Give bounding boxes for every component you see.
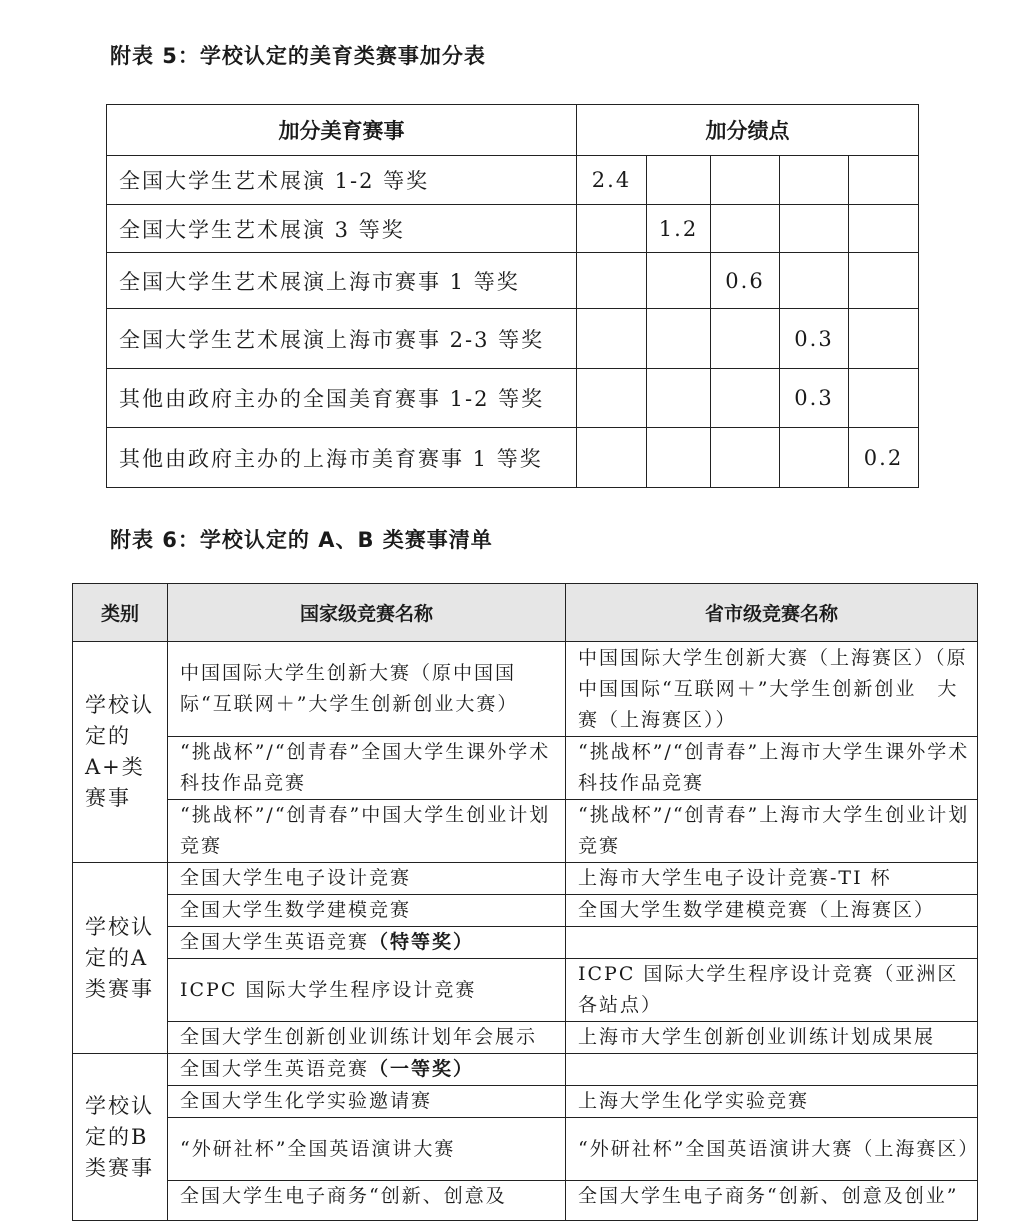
national-competition bbox=[168, 927, 566, 959]
event-name: 其他由政府主办的全国美育赛事 1-2 等奖 bbox=[107, 369, 577, 428]
category-cell: 学校认定的A+类赛事 bbox=[73, 642, 168, 863]
provincial-competition: “外研社杯”全国英语演讲大赛（上海赛区） bbox=[566, 1118, 978, 1181]
table-row bbox=[73, 800, 978, 863]
point-cell bbox=[577, 205, 647, 253]
event-name: 全国大学生艺术展演 1-2 等奖 bbox=[107, 156, 577, 205]
table-row bbox=[73, 1118, 978, 1181]
point-cell bbox=[849, 156, 919, 205]
table-row bbox=[107, 428, 919, 488]
table-row bbox=[107, 369, 919, 428]
point-cell bbox=[577, 428, 647, 488]
point-cell bbox=[780, 253, 849, 309]
national-competition: “挑战杯”/“创青春”中国大学生创业计划竞赛 bbox=[168, 800, 566, 863]
provincial-competition bbox=[566, 927, 978, 959]
point-cell bbox=[711, 369, 780, 428]
provincial-competition: “挑战杯”/“创青春”上海市大学生课外学术科技作品竞赛 bbox=[566, 737, 978, 800]
header-event: 加分美育赛事 bbox=[107, 105, 577, 156]
table5-title: 附表 5：学校认定的美育类赛事加分表 bbox=[110, 44, 486, 68]
award-level: （特等奖） bbox=[369, 931, 475, 953]
national-competition: 全国大学生电子设计竞赛 bbox=[168, 863, 566, 895]
event-name: 全国大学生艺术展演 3 等奖 bbox=[107, 205, 577, 253]
point-cell bbox=[711, 156, 780, 205]
provincial-competition: “挑战杯”/“创青春”上海市大学生创业计划竞赛 bbox=[566, 800, 978, 863]
point-cell bbox=[780, 156, 849, 205]
event-name: 全国大学生艺术展演上海市赛事 1 等奖 bbox=[107, 253, 577, 309]
table-row bbox=[73, 1181, 978, 1221]
event-name: 其他由政府主办的上海市美育赛事 1 等奖 bbox=[107, 428, 577, 488]
award-level: （一等奖） bbox=[369, 1058, 475, 1080]
provincial-competition: 上海市大学生电子设计竞赛-TI 杯 bbox=[566, 863, 978, 895]
header-provincial: 省市级竞赛名称 bbox=[566, 584, 978, 642]
header-points: 加分绩点 bbox=[577, 105, 919, 156]
point-cell bbox=[647, 253, 711, 309]
table-row bbox=[73, 1086, 978, 1118]
provincial-competition: ICPC 国际大学生程序设计竞赛（亚洲区各站点） bbox=[566, 959, 978, 1022]
national-competition: 全国大学生电子商务“创新、创意及 bbox=[168, 1181, 566, 1221]
provincial-competition bbox=[566, 1054, 978, 1086]
competition-list-table bbox=[72, 583, 978, 1221]
point-cell bbox=[711, 309, 780, 369]
point-cell bbox=[780, 205, 849, 253]
point-cell: 0.3 bbox=[780, 309, 849, 369]
table-row bbox=[107, 253, 919, 309]
competition-name: 全国大学生英语竞赛 bbox=[180, 1058, 370, 1080]
point-cell: 0.3 bbox=[780, 369, 849, 428]
point-cell bbox=[647, 156, 711, 205]
category-cell: 学校认定的A类赛事 bbox=[73, 863, 168, 1054]
point-cell: 2.4 bbox=[577, 156, 647, 205]
provincial-competition: 全国大学生电子商务“创新、创意及创业” bbox=[566, 1181, 978, 1221]
point-cell bbox=[780, 428, 849, 488]
point-cell bbox=[647, 309, 711, 369]
point-cell bbox=[849, 369, 919, 428]
table-row bbox=[73, 959, 978, 1022]
provincial-competition: 中国国际大学生创新大赛（上海赛区）（原中国国际“互联网＋”大学生创新创业 大赛（上海赛区）） bbox=[566, 642, 978, 737]
point-cell bbox=[849, 205, 919, 253]
table-row bbox=[107, 309, 919, 369]
table-row bbox=[73, 1054, 978, 1086]
table-row bbox=[107, 156, 919, 205]
national-competition: 中国国际大学生创新大赛（原中国国际“互联网＋”大学生创新创业大赛） bbox=[168, 642, 566, 737]
table-row bbox=[73, 737, 978, 800]
point-cell bbox=[577, 253, 647, 309]
table-row bbox=[73, 642, 978, 737]
point-cell bbox=[849, 309, 919, 369]
table-row bbox=[73, 1022, 978, 1054]
point-cell: 0.2 bbox=[849, 428, 919, 488]
competition-name: 全国大学生英语竞赛 bbox=[180, 931, 370, 953]
point-cell bbox=[577, 369, 647, 428]
point-cell: 0.6 bbox=[711, 253, 780, 309]
point-cell bbox=[711, 205, 780, 253]
provincial-competition: 上海大学生化学实验竞赛 bbox=[566, 1086, 978, 1118]
national-competition: 全国大学生创新创业训练计划年会展示 bbox=[168, 1022, 566, 1054]
point-cell bbox=[849, 253, 919, 309]
provincial-competition: 上海市大学生创新创业训练计划成果展 bbox=[566, 1022, 978, 1054]
national-competition: ICPC 国际大学生程序设计竞赛 bbox=[168, 959, 566, 1022]
header-category: 类别 bbox=[73, 584, 168, 642]
header-national: 国家级竞赛名称 bbox=[168, 584, 566, 642]
table-row bbox=[73, 863, 978, 895]
point-cell bbox=[577, 309, 647, 369]
national-competition: “挑战杯”/“创青春”全国大学生课外学术科技作品竞赛 bbox=[168, 737, 566, 800]
table-row bbox=[107, 205, 919, 253]
provincial-competition: 全国大学生数学建模竞赛（上海赛区） bbox=[566, 895, 978, 927]
point-cell: 1.2 bbox=[647, 205, 711, 253]
national-competition: 全国大学生化学实验邀请赛 bbox=[168, 1086, 566, 1118]
table-row bbox=[73, 927, 978, 959]
point-cell bbox=[647, 369, 711, 428]
table-row bbox=[73, 895, 978, 927]
point-cell bbox=[711, 428, 780, 488]
national-competition bbox=[168, 1054, 566, 1086]
bonus-points-table bbox=[106, 104, 919, 488]
category-cell: 学校认定的B类赛事 bbox=[73, 1054, 168, 1221]
point-cell bbox=[647, 428, 711, 488]
national-competition: “外研社杯”全国英语演讲大赛 bbox=[168, 1118, 566, 1181]
event-name: 全国大学生艺术展演上海市赛事 2-3 等奖 bbox=[107, 309, 577, 369]
national-competition: 全国大学生数学建模竞赛 bbox=[168, 895, 566, 927]
table6-title: 附表 6：学校认定的 A、B 类赛事清单 bbox=[110, 528, 493, 552]
